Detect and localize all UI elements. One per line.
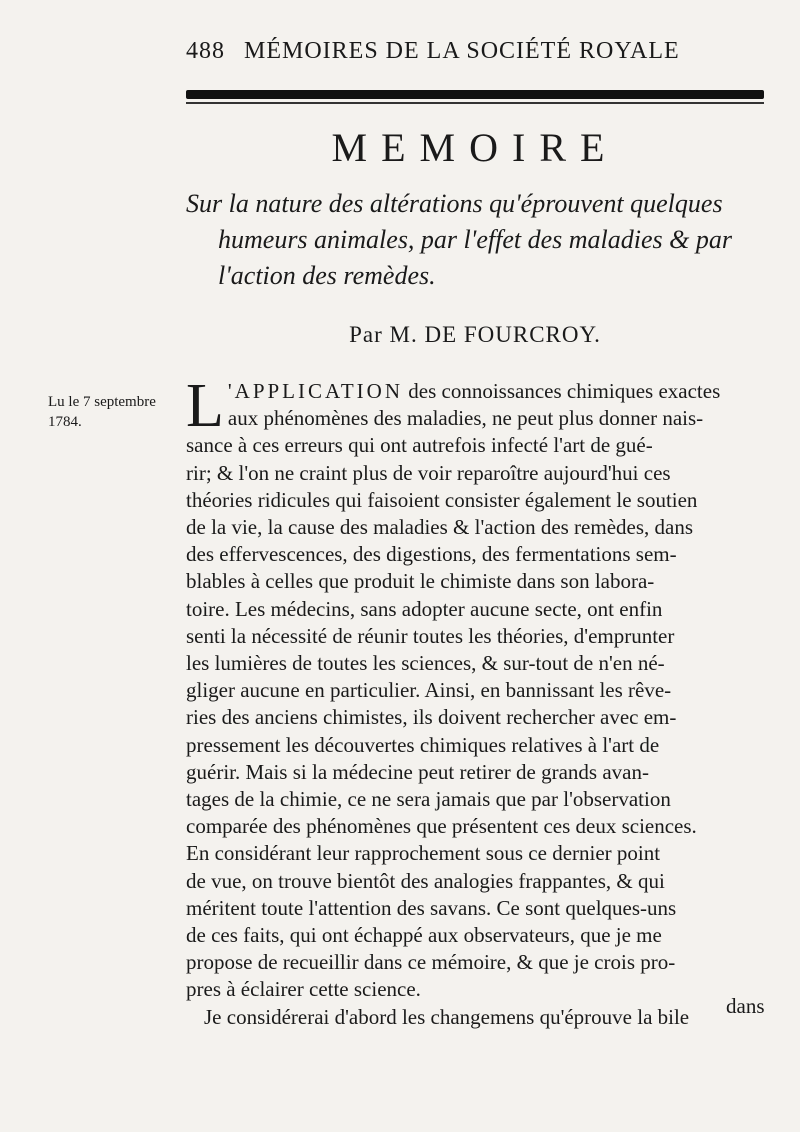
- memoir-title: MEMOIRE: [331, 125, 619, 170]
- body-line: blables à celles que produit le chimiste dans son labora-: [186, 569, 655, 594]
- body-line: rir; & l'on ne craint plus de voir reparoître aujourd'hui ces: [186, 460, 671, 485]
- body-line: comparée des phénomènes que présentent ces deux sciences.: [186, 814, 697, 839]
- body-line: guérir. Mais si la médecine peut retirer de grands avan-: [186, 759, 649, 784]
- body-line: de la vie, la cause des maladies & l'action des remèdes, dans: [186, 515, 694, 540]
- first-word: 'APPLICATION: [227, 379, 403, 403]
- subtitle-line: l'action des remèdes.: [218, 261, 436, 290]
- body-line: toire. Les médecins, sans adopter aucune secte, ont enfin: [186, 596, 663, 621]
- body-line: senti la nécessité de réunir toutes les théories, d'emprunter: [186, 623, 675, 648]
- body-line: des effervescences, des digestions, des fermentations sem-: [186, 542, 677, 567]
- first-line-rest: des connoissances chimiques exactes: [403, 379, 721, 403]
- subtitle-line: Sur la nature des altérations qu'éprouvent quelques: [186, 189, 723, 218]
- margin-note: [48, 392, 178, 432]
- body-line: gliger aucune en particulier. Ainsi, en bannissant les rêve-: [186, 678, 672, 703]
- header-rule-thin: [186, 102, 764, 104]
- header-rule: [186, 90, 764, 99]
- body-line: tages de la chimie, ce ne sera jamais que par l'observation: [186, 787, 671, 812]
- body-line: En considérant leur rapprochement sous ce dernier point: [186, 841, 661, 866]
- body-line: de ces faits, qui ont échappé aux observateurs, que je me: [186, 923, 662, 948]
- margin-note-line: Lu le 7 septembre: [48, 394, 156, 410]
- body-line: aux phénomènes des maladies, ne peut plus donner nais-: [227, 406, 704, 431]
- drop-cap: L: [186, 372, 224, 440]
- catchword: dans: [726, 994, 765, 1018]
- body-line: théories ridicules qui faisoient consister également le soutien: [186, 487, 698, 512]
- body-line: ries des anciens chimistes, ils doivent rechercher avec em-: [186, 705, 677, 730]
- body-line: méritent toute l'attention des savans. Ce sont quelques-uns: [186, 895, 677, 920]
- running-head: [186, 38, 756, 65]
- body-text: [186, 372, 770, 1031]
- body-line: de vue, on trouve bientôt des analogies frappantes, & qui: [186, 868, 665, 893]
- page-number: 488: [186, 38, 225, 64]
- body-line: sance à ces erreurs qui ont autrefois infecté l'art de gué-: [186, 433, 653, 458]
- memoir-subtitle: [186, 186, 764, 294]
- body-line: pressement les découvertes chimiques relatives à l'art de: [186, 732, 660, 757]
- body-line: les lumières de toutes les sciences, & sur-tout de n'en né-: [186, 651, 665, 676]
- body-line: pres à éclairer cette science.: [186, 977, 421, 1002]
- subtitle-line: humeurs animales, par l'effet des maladies & par: [218, 225, 732, 254]
- running-title: MÉMOIRES DE LA SOCIÉTÉ ROYALE: [244, 38, 680, 64]
- body-line: [186, 378, 770, 405]
- body-line: propose de recueillir dans ce mémoire, & que je crois pro-: [186, 950, 676, 975]
- author-line: Par M. DE FOURCROY.: [349, 322, 601, 347]
- margin-note-line: 1784.: [48, 414, 82, 430]
- body-line: Je considérerai d'abord les changemens qu'éprouve la bile: [204, 1004, 690, 1029]
